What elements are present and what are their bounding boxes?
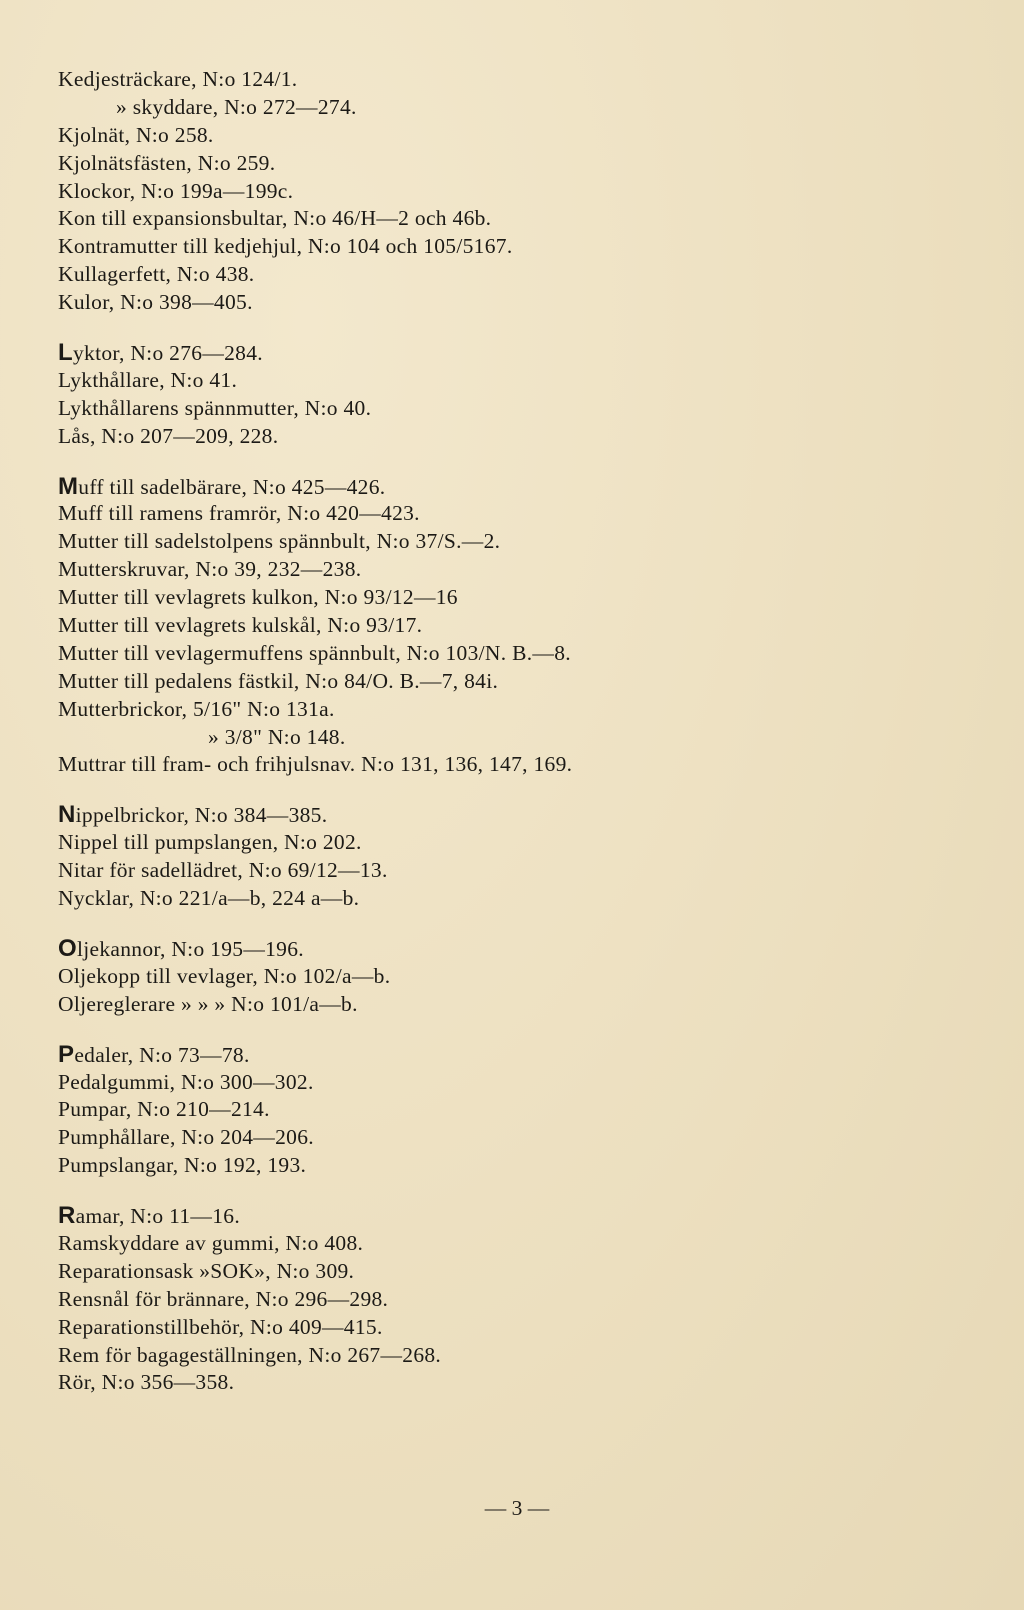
index-group-o	[58, 935, 984, 1019]
section-initial: R	[58, 1202, 76, 1230]
index-entry: Muttrar till fram- och frihjulsnav. N:o 131, 136, 147, 169.	[58, 752, 573, 777]
index-entry: Pumpslangar, N:o 192, 193.	[58, 1153, 307, 1178]
index-entry: Reparationsask »SOK», N:o 309.	[58, 1258, 355, 1283]
index-entry: Lås, N:o 207—209, 228.	[58, 423, 279, 448]
index-group-n	[58, 801, 984, 913]
index-entry: Lykthållarens spännmutter, N:o 40.	[58, 395, 372, 420]
index-entry: Pedalgummi, N:o 300—302.	[58, 1069, 314, 1094]
index-page	[58, 66, 984, 1397]
index-entry: Kulor, N:o 398—405.	[58, 290, 253, 315]
index-entry: Nitar för sadellädret, N:o 69/12—13.	[58, 858, 388, 883]
index-entry: Kon till expansionsbultar, N:o 46/H—2 och 46b.	[58, 206, 492, 231]
index-entry: Mutter till pedalens fästkil, N:o 84/O. B.—7, 84i.	[58, 668, 499, 693]
index-entry-text: amar, N:o 11—16.	[75, 1204, 241, 1229]
index-entry	[58, 339, 984, 367]
index-entry: Kedjesträckare, N:o 124/1.	[58, 67, 298, 91]
index-entry: Pumphållare, N:o 204—206.	[58, 1125, 314, 1150]
index-group-r	[58, 1202, 984, 1397]
index-group-m	[58, 473, 984, 780]
section-initial: L	[58, 339, 73, 367]
index-entry: Oljekopp till vevlager, N:o 102/a—b.	[58, 963, 391, 988]
index-group-p	[58, 1041, 984, 1180]
index-entry: Nippel till pumpslangen, N:o 202.	[58, 830, 362, 855]
section-initial: O	[58, 934, 77, 962]
index-entry: Kontramutter till kedjehjul, N:o 104 och 105/5167.	[58, 234, 513, 259]
index-entry: Mutterskruvar, N:o 39, 232—238.	[58, 557, 362, 582]
index-entry: Rensnål för brännare, N:o 296—298.	[58, 1286, 389, 1311]
index-entry-text: uff till sadelbärare, N:o 425—426.	[78, 474, 386, 499]
index-entry: Mutter till sadelstolpens spännbult, N:o 37/S.—2.	[58, 529, 501, 554]
page-number: — 3 —	[484, 1496, 550, 1520]
index-entry: Mutter till vevlagrets kulskål, N:o 93/17.	[58, 613, 423, 638]
index-entry: Rem för bagageställningen, N:o 267—268.	[58, 1342, 442, 1367]
index-entry: » 3/8" N:o 148.	[208, 724, 346, 749]
index-entry-text: edaler, N:o 73—78.	[74, 1042, 250, 1067]
index-entry: Kullagerfett, N:o 438.	[58, 262, 255, 287]
index-entry: » skyddare, N:o 272—274.	[116, 94, 357, 119]
index-entry-text: ippelbrickor, N:o 384—385.	[75, 803, 328, 828]
index-entry: Pumpar, N:o 210—214.	[58, 1097, 270, 1122]
index-entry	[58, 935, 984, 963]
section-initial: N	[58, 801, 76, 829]
index-entry: Rör, N:o 356—358.	[58, 1370, 235, 1395]
index-entry-text: yktor, N:o 276—284.	[72, 341, 263, 366]
index-entry: Klockor, N:o 199a—199c.	[58, 178, 294, 203]
index-entry	[58, 1041, 984, 1069]
index-entry: Ramskyddare av gummi, N:o 408.	[58, 1230, 364, 1255]
section-initial: P	[58, 1040, 75, 1068]
index-entry: Mutter till vevlagrets kulkon, N:o 93/12—16	[58, 585, 458, 610]
index-entry	[58, 801, 984, 829]
index-group-k	[58, 66, 984, 317]
index-entry: Mutter till vevlagermuffens spännbult, N:o 103/N. B.—8.	[58, 640, 571, 665]
index-entry	[58, 1202, 984, 1230]
index-entry: Kjolnät, N:o 258.	[58, 122, 214, 147]
index-entry: Reparationstillbehör, N:o 409—415.	[58, 1314, 383, 1339]
index-entry-text: ljekannor, N:o 195—196.	[76, 936, 304, 961]
index-entry: Nycklar, N:o 221/a—b, 224 a—b.	[58, 886, 360, 911]
index-entry: Mutterbrickor, 5/16" N:o 131a.	[58, 696, 335, 721]
index-entry: Kjolnätsfästen, N:o 259.	[58, 150, 276, 175]
index-group-l	[58, 339, 984, 451]
index-entry: Lykthållare, N:o 41.	[58, 367, 238, 392]
index-entry: Oljereglerare » » » N:o 101/a—b.	[58, 991, 358, 1016]
section-initial: M	[58, 472, 79, 500]
index-entry	[58, 473, 984, 501]
index-entry: Muff till ramens framrör, N:o 420—423.	[58, 501, 420, 526]
